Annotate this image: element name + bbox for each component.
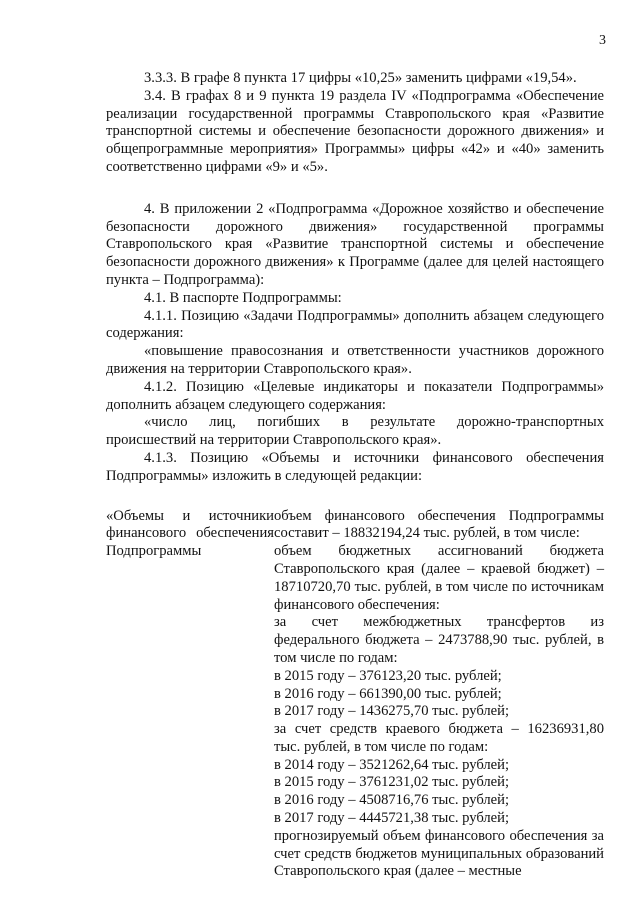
passport-line: в 2016 году – 4508716,76 тыс. рублей; (274, 792, 510, 809)
passport-line: в 2017 году – 1436275,70 тыс. рублей; (274, 703, 510, 720)
passport-table (106, 508, 604, 882)
paragraph-4-1: 4.1. В паспорте Подпрограммы: (144, 289, 342, 306)
paragraph-4-1-1: 4.1.1. Позицию «Задачи Подпрограммы» дополнить абзацем следующего содержания: (106, 307, 604, 342)
paragraph-4-1-1-quote: «повышение правосознания и ответственности участников дорожного движения на территории Ставропольского края». (106, 343, 604, 377)
paragraph-4: 4. В приложении 2 «Подпрограмма «Дорожное хозяйство и обеспечение безопасности дорожного движения» государственной программы Ставропольского края «Развитие транспортной системы и обеспечение безопасности дорожного движения» к Программе (далее для целей настоящего пункта – Подпрограмма): (106, 200, 604, 288)
passport-line: в 2015 году – 376123,20 тыс. рублей; (274, 667, 502, 684)
passport-values (274, 508, 604, 882)
passport-line: в 2017 году – 4445721,38 тыс. рублей; (274, 810, 510, 827)
passport-label: «Объемы и источники финансового обеспечения Подпрограммы (106, 507, 274, 560)
paragraph-4-1-3: 4.1.3. Позицию «Объемы и источники финансового обеспечения Подпрограммы» изложить в следующей редакции: (106, 449, 604, 484)
document-body (106, 70, 604, 881)
paragraph-3-3-3: 3.3.3. В графе 8 пункта 17 цифры «10,25» заменить цифрами «19,54». (144, 70, 577, 86)
passport-line: за счет средств краевого бюджета – 16236931,80 тыс. рублей, в том числе по годам: (274, 721, 604, 755)
paragraph-4-1-2-quote: «число лиц, погибших в результате дорожно-транспортных происшествий на территории Ставропольского края». (106, 414, 604, 449)
passport-line: в 2016 году – 661390,00 тыс. рублей; (274, 685, 502, 702)
page-number: 3 (599, 33, 606, 48)
paragraph-3-4: 3.4. В графах 8 и 9 пункта 19 раздела IV «Подпрограмма «Обеспечение реализации государственной программы Ставропольского края «Развитие транспортной системы и обеспечение безопасности дорожного движения» и общепрограммные мероприятия» Программы» цифры «42» и «40» заменить соответственно цифрами «9» и «5». (106, 87, 604, 175)
passport-line: прогнозируемый объем финансового обеспечения за счет средств бюджетов муниципальных образований Ставропольского края (далее – местные (274, 827, 604, 880)
passport-line: объем финансового обеспечения Подпрограммы составит – 18832194,24 тыс. рублей, в том числе: (274, 507, 604, 542)
passport-line: в 2014 году – 3521262,64 тыс. рублей; (274, 756, 510, 773)
passport-line: объем бюджетных ассигнований бюджета Ставропольского края (далее – краевой бюджет) – 18710720,70 тыс. рублей, в том числе по источникам финансового обеспечения: (274, 543, 604, 613)
paragraph-4-1-2: 4.1.2. Позицию «Целевые индикаторы и показатели Подпрограммы» дополнить абзацем следующего содержания: (106, 378, 604, 413)
passport-line: в 2015 году – 3761231,02 тыс. рублей; (274, 774, 510, 791)
passport-line: за счет межбюджетных трансфертов из федерального бюджета – 2473788,90 тыс. рублей, в том числе по годам: (274, 614, 604, 666)
